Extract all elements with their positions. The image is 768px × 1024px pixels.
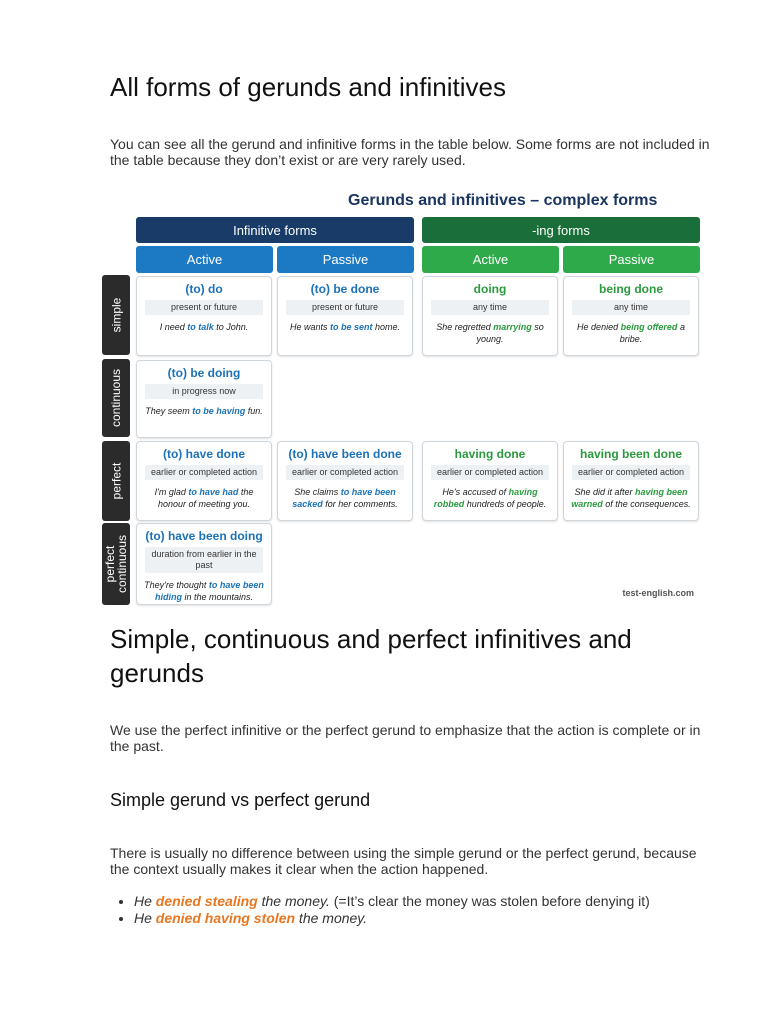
- subsection-heading: Simple gerund vs perfect gerund: [110, 790, 371, 810]
- inf-passive-header: Passive: [277, 246, 414, 273]
- cell-simple-inf-active: (to) do present or future I need to talk to John.: [136, 276, 272, 356]
- page-title: All forms of gerunds and infinitives: [110, 72, 506, 102]
- row-label-continuous: continuous: [102, 359, 130, 437]
- example-list: [110, 893, 694, 927]
- ing-forms-header: -ing forms: [422, 217, 700, 243]
- cell-simple-ing-passive: being done any time He denied being offered a bribe.: [563, 276, 699, 356]
- table-title: Gerunds and infinitives – complex forms: [348, 192, 658, 209]
- infinitive-forms-header: Infinitive forms: [136, 217, 414, 243]
- cell-simple-inf-passive: (to) be done present or future He wants to be sent home.: [277, 276, 413, 356]
- cell-simple-ing-active: doing any time She regretted marrying so young.: [422, 276, 558, 356]
- example-item: • He denied stealing the money. (=It’s clear the money was stolen before denying it): [134, 893, 694, 909]
- row-label-perfect: perfect: [102, 441, 130, 521]
- ing-passive-header: Passive: [563, 246, 700, 273]
- cell-perfect-ing-active: having done earlier or completed action He's accused of having robbed hundreds of people.: [422, 441, 558, 521]
- section-heading: Simple, continuous and perfect infinitives and gerunds: [110, 624, 632, 688]
- row-label-simple: simple: [102, 275, 130, 355]
- inf-active-header: Active: [136, 246, 273, 273]
- ing-active-header: Active: [422, 246, 559, 273]
- context-paragraph: There is usually no difference between using the simple gerund or the perfect gerund, because the context usually makes it clear when the action happened.: [110, 845, 697, 877]
- intro-paragraph: You can see all the gerund and infinitive forms in the table below. Some forms are not included in the table because they don’t exist or are very rarely used.: [110, 136, 710, 168]
- cell-perfect-inf-passive: (to) have been done earlier or completed action She claims to have been sacked for her comments.: [277, 441, 413, 521]
- forms-table-figure: [100, 186, 706, 606]
- cell-perfect-ing-passive: having been done earlier or completed action She did it after having been warned of the consequences.: [563, 441, 699, 521]
- example-item: • He denied having stolen the money.: [134, 910, 694, 926]
- site-credit: test-english.com: [622, 588, 694, 598]
- row-label-perfect-continuous: perfect continuous: [102, 523, 130, 605]
- perfect-usage-paragraph: We use the perfect infinitive or the perfect gerund to emphasize that the action is complete or in the past.: [110, 722, 701, 754]
- cell-perfect-continuous-inf-active: (to) have been doing duration from earlier in the past They're thought to have been hiding in the mountains.: [136, 523, 272, 605]
- cell-continuous-inf-active: (to) be doing in progress now They seem to be having fun.: [136, 360, 272, 438]
- cell-perfect-inf-active: (to) have done earlier or completed action I'm glad to have had the honour of meeting you.: [136, 441, 272, 521]
